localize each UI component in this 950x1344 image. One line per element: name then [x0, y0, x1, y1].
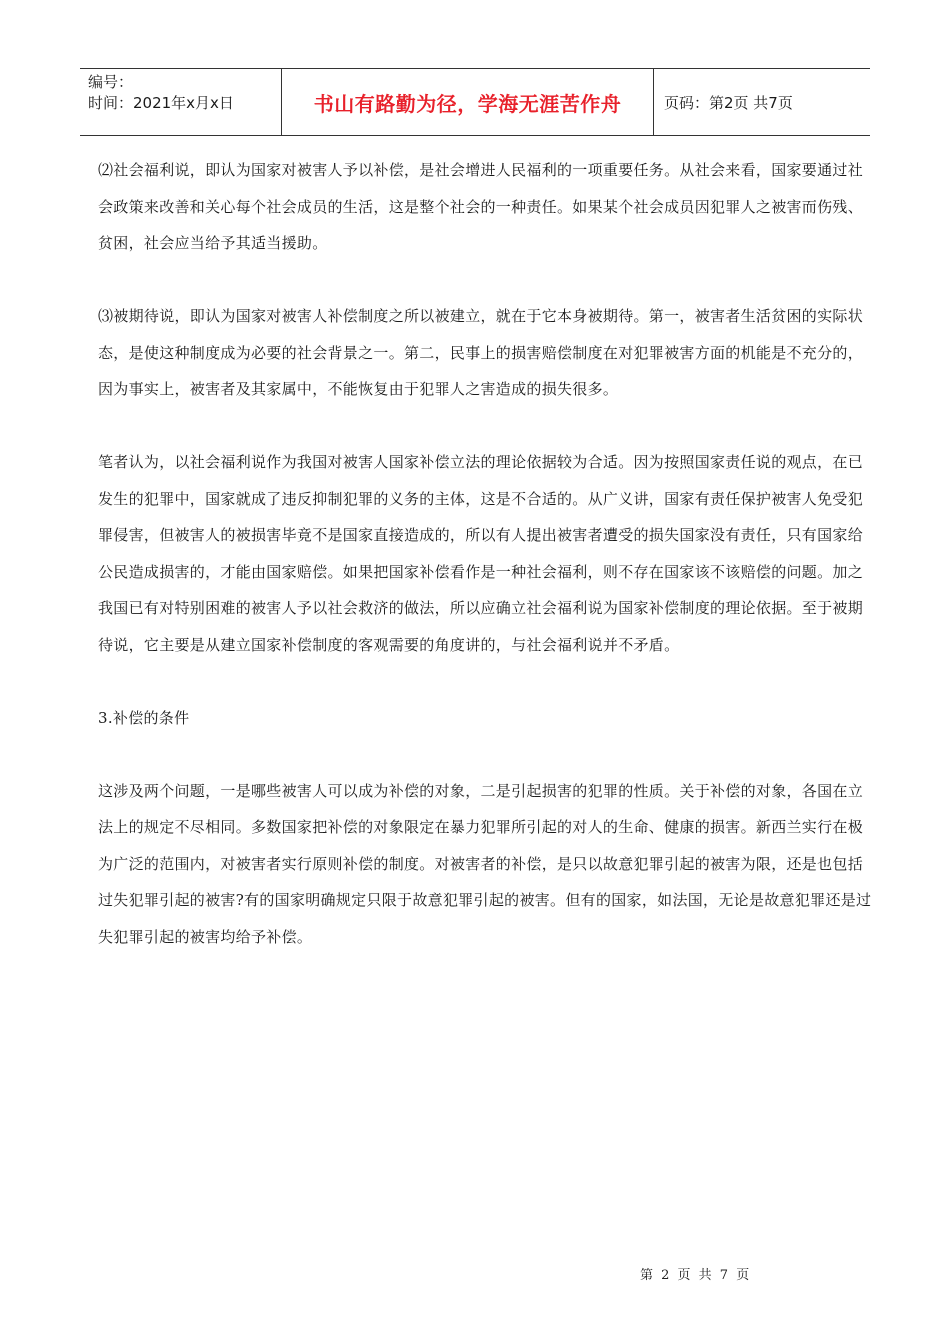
- page-footer: 第 2 页 共 7 页: [640, 1268, 752, 1283]
- time-label: 时间：2021年x月x日: [88, 94, 234, 112]
- motto-text: 书山有路勤为径，学海无涯苦作舟: [313, 91, 622, 116]
- header-page-cell: [654, 69, 870, 135]
- paragraph-author-view: 笔者认为，以社会福利说作为我国对被害人国家补偿立法的理论依据较为合适。因为按照国家责任说的观点，在已发生的犯罪中，国家就成了违反抑制犯罪的义务的主体，这是不合适的。从广义讲，国家有责任保护被害人免受犯罪侵害，但被害人的被损害毕竟不是国家直接造成的，所以有人提出被害者遭受的损失国家没有责任，只有国家给公民造成损害的，才能由国家赔偿。如果把国家补偿看作是一种社会福利，则不存在国家该不该赔偿的问题。加之我国已有对特别困难的被害人予以社会救济的做法，所以应确立社会福利说为国家补偿制度的理论依据。至于被期待说，它主要是从建立国家补偿制度的客观需要的角度讲的，与社会福利说并不矛盾。: [98, 453, 864, 654]
- document-body: [98, 152, 874, 955]
- header-motto-cell: [282, 69, 654, 135]
- paragraph-gap: [98, 262, 874, 299]
- paragraph-social-welfare: ⑵社会福利说，即认为国家对被害人予以补偿，是社会增进人民福利的一项重要任务。从社会来看，国家要通过社会政策来改善和关心每个社会成员的生活，这是整个社会的一种责任。如果某个社会成员因犯罪人之被害而伤残、贫困，社会应当给予其适当援助。: [98, 161, 864, 252]
- page-label: 页码：第2页 共7页: [664, 93, 793, 112]
- paragraph-gap: [98, 736, 874, 773]
- paragraph-expectation: ⑶被期待说，即认为国家对被害人补偿制度之所以被建立，就在于它本身被期待。第一，被害者生活贫困的实际状态，是使这种制度成为必要的社会背景之一。第二，民事上的损害赔偿制度在对犯罪被害方面的机能是不充分的，因为事实上，被害者及其家属中，不能恢复由于犯罪人之害造成的损失很多。: [98, 307, 864, 398]
- paragraph-gap: [98, 663, 874, 700]
- header-meta-cell: [80, 69, 282, 135]
- section-heading: 3.补偿的条件: [98, 708, 190, 727]
- paragraph-conditions: 这涉及两个问题，一是哪些被害人可以成为补偿的对象，二是引起损害的犯罪的性质。关于补偿的对象，各国在立法上的规定不尽相同。多数国家把补偿的对象限定在暴力犯罪所引起的对人的生命、健康的损害。新西兰实行在极为广泛的范围内，对被害者实行原则补偿的制度。对被害者的补偿，是只以故意犯罪引起的被害为限，还是也包括过失犯罪引起的被害?有的国家明确规定只限于故意犯罪引起的被害。但有的国家，如法国，无论是故意犯罪还是过失犯罪引起的被害均给予补偿。: [98, 781, 872, 946]
- paragraph-gap: [98, 408, 874, 445]
- document-header: [80, 68, 870, 136]
- number-label: 编号：: [88, 73, 134, 91]
